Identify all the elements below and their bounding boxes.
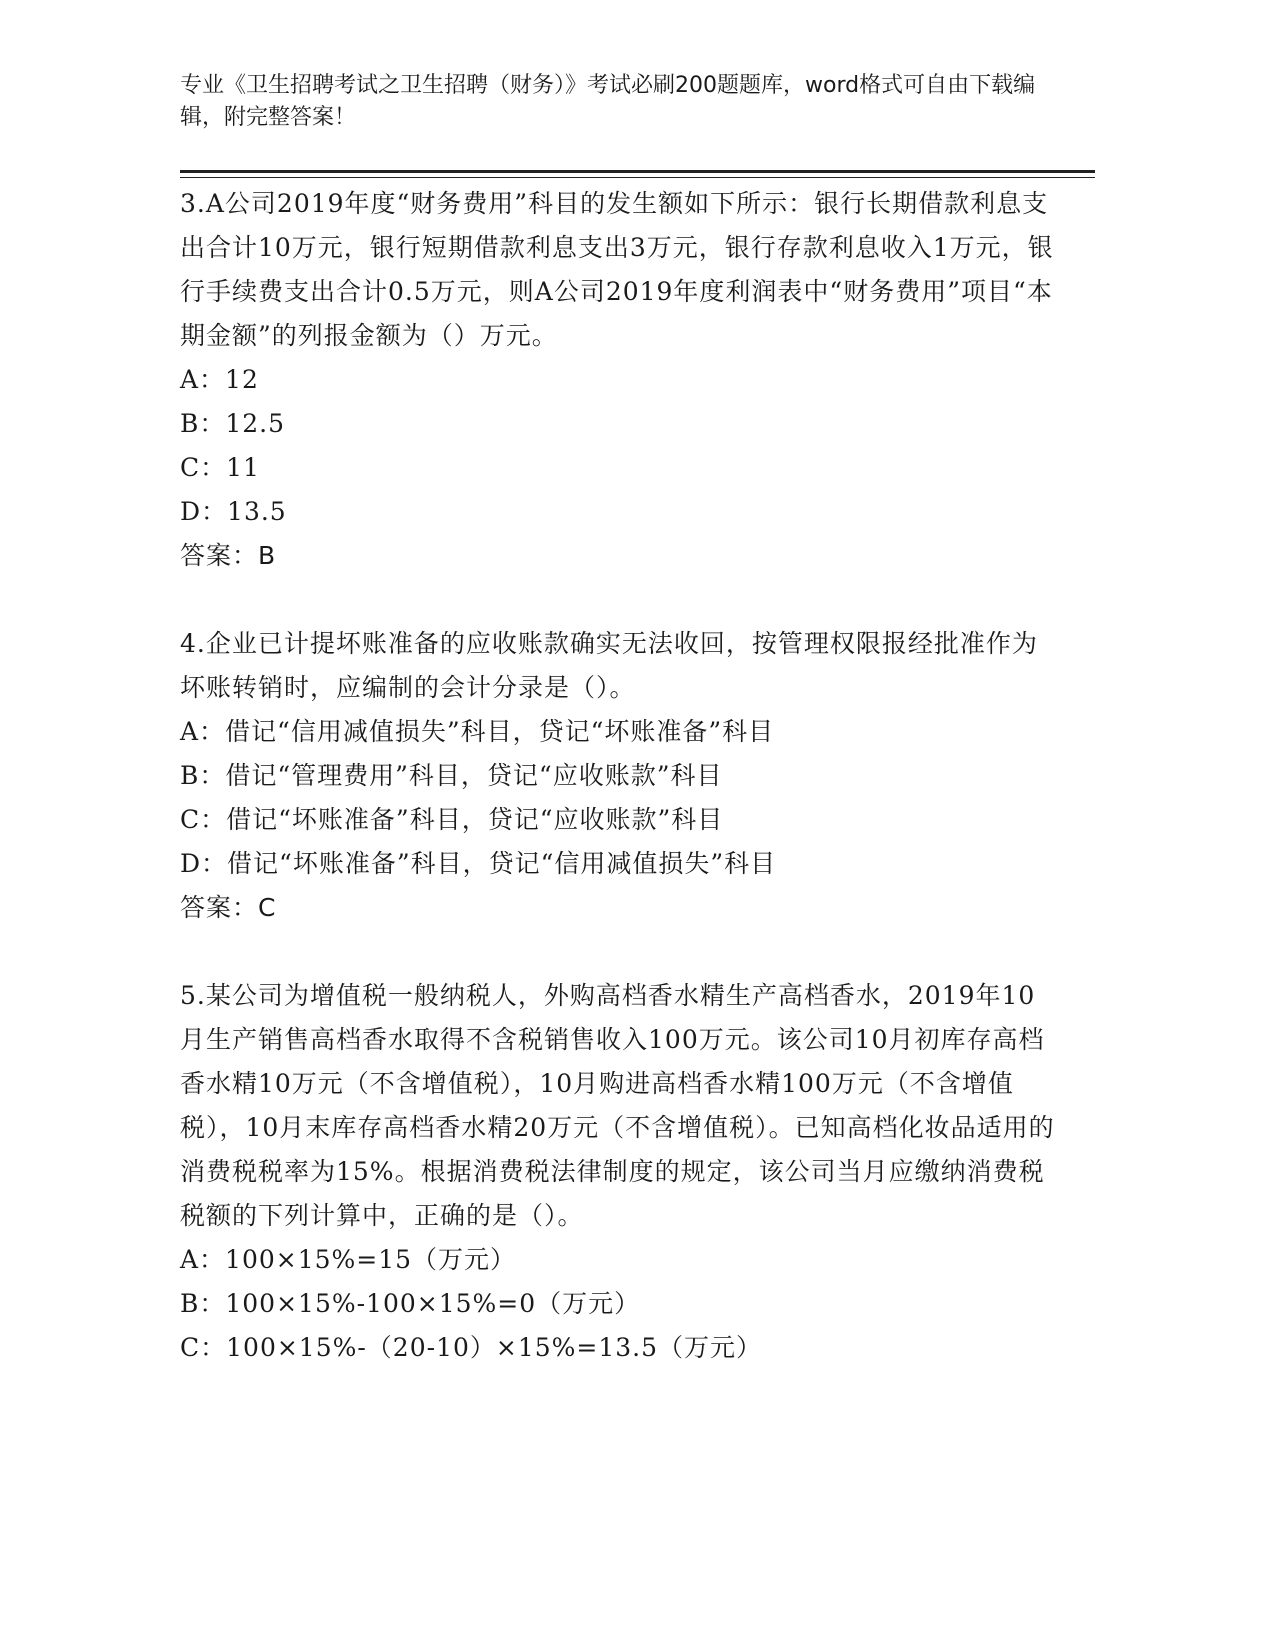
document-header: 专业《卫生招聘考试之卫生招聘（财务）》考试必刷200题题库，word格式可自由下载编辑，附完整答案！	[180, 73, 1036, 130]
option-a: A：100×15%=15（万元）	[180, 1245, 517, 1274]
option-a: A：12	[180, 365, 259, 394]
question-text: 4.企业已计提坏账准备的应收账款确实无法收回，按管理权限报经批准作为坏账转销时，应编制的会计分录是（）。	[180, 629, 1038, 702]
question-text: 5.某公司为增值税一般纳税人，外购高档香水精生产高档香水，2019年10月生产销售高档香水取得不含税销售收入100万元。该公司10月初库存高档香水精10万元（不含增值税），10月购进高档香水精100万元（不含增值税），10月末库存高档香水精20万元（不含增值税）。已知高档化妆品适用的消费税税率为15%。根据消费税法律制度的规定，该公司当月应缴纳消费税税额的下列计算中，正确的是（）。	[180, 981, 1055, 1230]
answer: 答案：B	[180, 541, 277, 570]
header-divider-thin	[180, 177, 1095, 178]
question-list	[180, 182, 1055, 1370]
answer: 答案：C	[180, 893, 277, 922]
spacer	[180, 930, 1055, 974]
option-d: D：借记“坏账准备”科目，贷记“信用减值损失”科目	[180, 849, 777, 878]
option-a: A：借记“信用减值损失”科目，贷记“坏账准备”科目	[180, 717, 775, 746]
option-b: B：借记“管理费用”科目，贷记“应收账款”科目	[180, 761, 723, 790]
question-text: 3.A公司2019年度“财务费用”科目的发生额如下所示：银行长期借款利息支出合计10万元，银行短期借款利息支出3万元，银行存款利息收入1万元，银行手续费支出合计0.5万元，则A公司2019年度利润表中“财务费用”项目“本期金额”的列报金额为（）万元。	[180, 189, 1054, 350]
option-b: B：100×15%-100×15%=0（万元）	[180, 1289, 641, 1318]
option-d: D：13.5	[180, 497, 287, 526]
question-4	[180, 622, 1055, 930]
header-divider-thick	[180, 170, 1095, 173]
option-c: C：100×15%-（20-10）×15%=13.5（万元）	[180, 1333, 763, 1362]
spacer	[180, 578, 1055, 622]
question-5	[180, 974, 1055, 1370]
option-c: C：借记“坏账准备”科目，贷记“应收账款”科目	[180, 805, 724, 834]
option-b: B：12.5	[180, 409, 286, 438]
option-c: C：11	[180, 453, 260, 482]
question-3	[180, 182, 1055, 578]
